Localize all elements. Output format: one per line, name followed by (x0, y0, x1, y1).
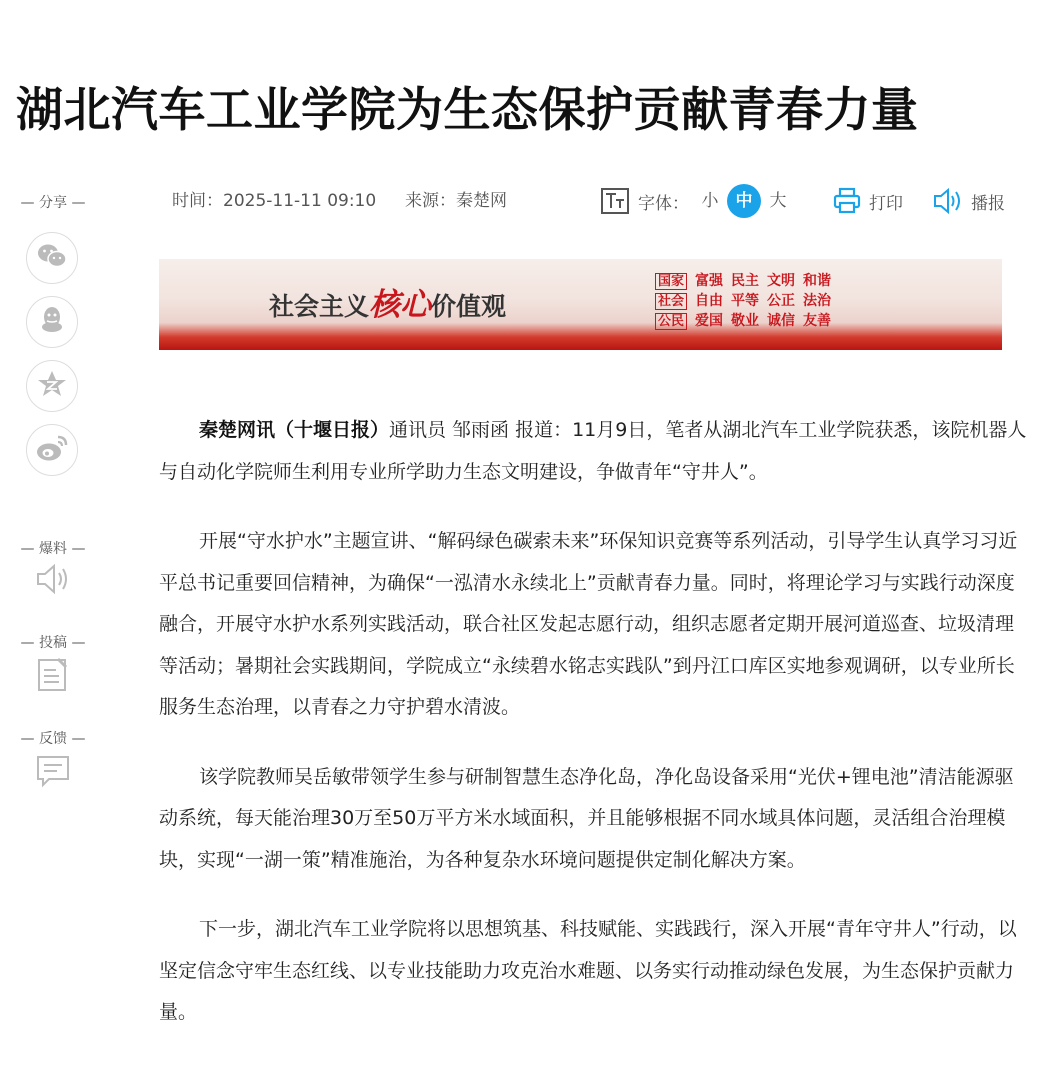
wechat-icon (36, 242, 68, 274)
article-tools (600, 182, 1005, 220)
tip-label: — 爆料 — (20, 541, 86, 557)
print-label: 打印 (869, 193, 903, 214)
weibo-icon (36, 434, 68, 466)
values-tag: 公民 (655, 313, 687, 330)
qzone-share-button[interactable] (26, 360, 78, 412)
value-word: 文明 (767, 273, 796, 289)
values-row (655, 271, 839, 291)
article-paragraph (159, 410, 1031, 493)
font-size-large[interactable]: 大 (769, 191, 787, 211)
value-word: 敬业 (731, 313, 760, 329)
font-label: 字体： (638, 193, 689, 214)
submit-article-button[interactable] (34, 658, 72, 696)
qq-icon (38, 305, 66, 339)
value-word: 法治 (803, 293, 832, 309)
banner-slogan (269, 279, 506, 324)
value-word: 友善 (803, 313, 832, 329)
feedback-label: — 反馈 — (20, 731, 86, 747)
qzone-icon (37, 369, 67, 403)
values-tag: 国家 (655, 273, 687, 290)
printer-icon (833, 187, 861, 215)
value-word: 公正 (767, 293, 796, 309)
weibo-share-button[interactable] (26, 424, 78, 476)
value-word: 诚信 (767, 313, 796, 329)
submit-label: — 投稿 — (20, 635, 86, 651)
speaker-icon (35, 563, 71, 599)
font-size-icon (600, 187, 630, 215)
value-word: 平等 (731, 293, 760, 309)
lead-source: 秦楚网讯（十堰日报） (199, 419, 390, 441)
banner-slogan-prefix: 社会主义 (269, 292, 370, 321)
time-label: 时间： (172, 191, 223, 211)
font-size-medium[interactable]: 中 (727, 184, 761, 218)
source-name: 秦楚网 (456, 191, 508, 211)
print-button[interactable] (833, 187, 903, 215)
article-meta (172, 186, 507, 216)
value-word: 和谐 (803, 273, 832, 289)
article-paragraph: 下一步，湖北汽车工业学院将以思想筑基、科技赋能、实践践行，深入开展“青年守井人”行动，以坚定信念守牢生态红线、以专业技能助力攻克治水难题、以务实行动推动绿色发展，为生态保护贡献力量。 (159, 918, 1017, 1023)
article-body (159, 410, 1031, 1062)
read-aloud-button[interactable] (933, 187, 1005, 215)
values-row (655, 291, 839, 311)
value-word: 富强 (695, 273, 724, 289)
tip-off-button[interactable] (34, 562, 72, 600)
publish-time: 2025-11-11 09:10 (223, 191, 377, 211)
article-title: 湖北汽车工业学院为生态保护贡献青春力量 (16, 83, 919, 139)
core-values-banner (159, 259, 1002, 350)
value-word: 民主 (731, 273, 760, 289)
font-size-small[interactable]: 小 (701, 191, 719, 211)
values-tag: 社会 (655, 293, 687, 310)
feedback-button[interactable] (34, 754, 72, 792)
paragraph-text: 通讯员 邹雨函 报道：11月9日，笔者从湖北汽车工业学院获悉，该院机器人与自动化学院师生利用专业所学助力生态文明建设，争做青年“守井人”。 (159, 419, 1027, 483)
banner-slogan-suffix: 价值观 (431, 292, 507, 321)
speaker-icon (933, 187, 965, 215)
qq-share-button[interactable] (26, 296, 78, 348)
share-label: — 分享 — (20, 195, 86, 211)
comment-icon (35, 754, 71, 792)
edit-document-icon (36, 657, 70, 697)
article-paragraph: 该学院教师吴岳敏带领学生参与研制智慧生态净化岛，净化岛设备采用“光伏+锂电池”清洁能源驱动系统，每天能治理30万至50万平方米水域面积，并且能够根据不同水域具体问题，灵活组合治理模块，实现“一湖一策”精准施治，为各种复杂水环境问题提供定制化解决方案。 (159, 765, 1014, 871)
source-label: 来源： (405, 191, 457, 211)
article-paragraph: 开展“守水护水”主题宣讲、“解码绿色碳索未来”环保知识竞赛等系列活动，引导学生认真学习习近平总书记重要回信精神，为确保“一泓清水永续北上”贡献青春力量。同时，将理论学习与实践行动深度融合，开展守水护水系列实践活动，联合社区发起志愿行动，组织志愿者定期开展河道巡查、垃圾清理等活动；暑期社会实践期间，学院成立“永续碧水铭志实践队”到丹江口库区实地参观调研，以专业所长服务生态治理，以青春之力守护碧水清波。 (159, 530, 1018, 718)
values-row (655, 311, 839, 331)
banner-values (655, 271, 839, 331)
value-word: 爱国 (695, 313, 724, 329)
value-word: 自由 (695, 293, 724, 309)
read-aloud-label: 播报 (971, 193, 1005, 214)
wechat-share-button[interactable] (26, 232, 78, 284)
banner-slogan-accent: 核心 (369, 287, 432, 323)
